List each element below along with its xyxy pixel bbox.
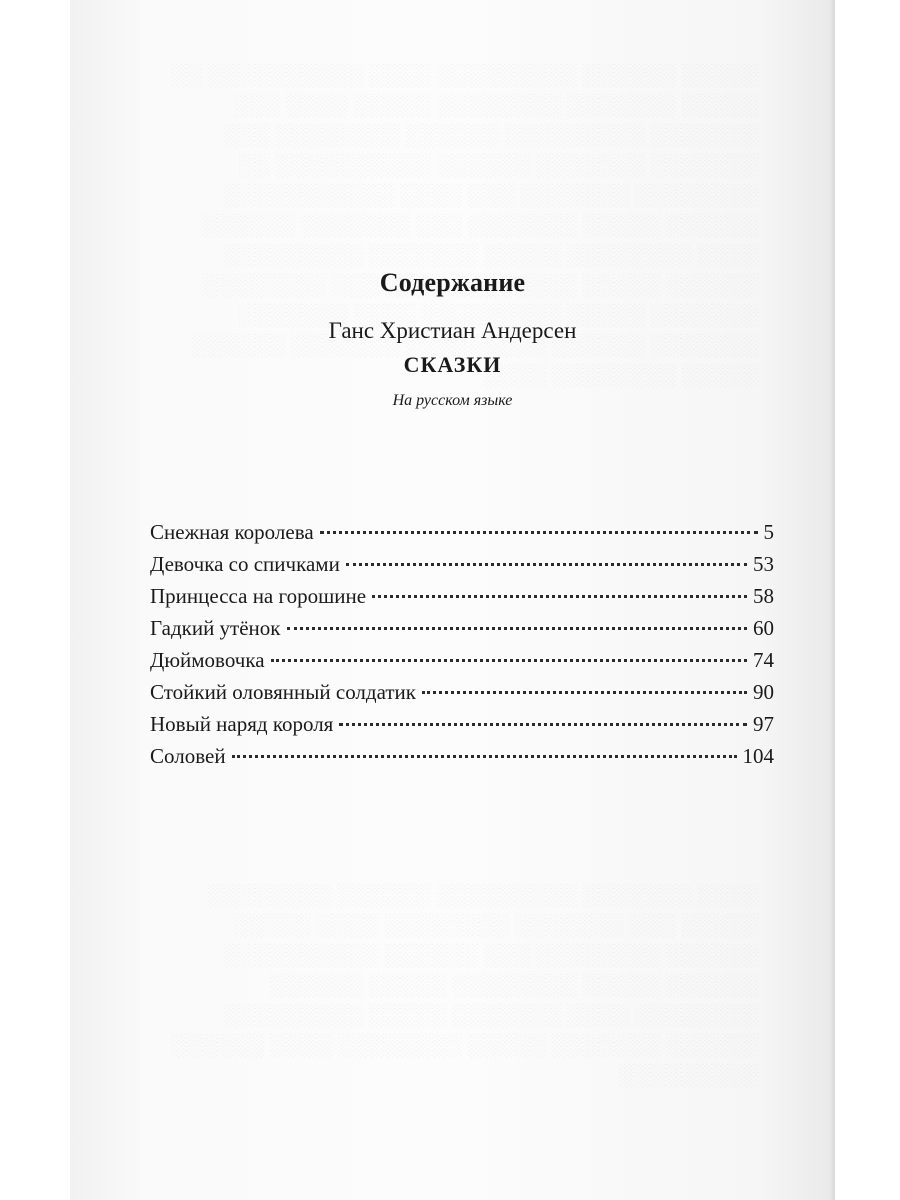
toc-entry <box>150 648 774 680</box>
contents-heading: Содержание <box>379 268 526 297</box>
toc-entry <box>150 552 774 584</box>
toc-entry-title: Гадкий утёнок <box>150 616 281 640</box>
toc-entry-page: 53 <box>753 552 774 576</box>
toc-entry-page: 58 <box>753 584 774 608</box>
toc-entry-page: 90 <box>753 680 774 704</box>
toc-entry <box>150 680 774 712</box>
toc-entry-page: 104 <box>742 744 774 768</box>
book-page <box>70 0 835 1200</box>
toc-leader-dots <box>372 595 747 598</box>
toc-entry <box>150 584 774 616</box>
toc-entry-title: Принцесса на горошине <box>150 584 367 608</box>
toc-leader-dots <box>287 627 748 630</box>
toc-entry-page: 97 <box>753 712 774 736</box>
toc-entry-title: Новый наряд короля <box>150 712 334 736</box>
toc-entry <box>150 520 774 552</box>
toc-entry-title: Дюймовочка <box>150 648 265 672</box>
toc-leader-dots <box>346 563 747 566</box>
toc-leader-dots <box>339 723 747 726</box>
author-name: Ганс Христиан Андерсен <box>328 318 577 343</box>
toc-entry-title: Снежная королева <box>150 520 314 544</box>
toc-entry-title: Стойкий оловянный солдатик <box>150 680 416 704</box>
toc-entry-title: Девочка со спичками <box>150 552 340 576</box>
toc-leader-dots <box>232 755 737 758</box>
toc-leader-dots <box>422 691 747 694</box>
book-title: СКАЗКИ <box>403 352 502 377</box>
toc-leader-dots <box>320 531 758 534</box>
toc-leader-dots <box>271 659 747 662</box>
toc-entry <box>150 616 774 648</box>
toc-entry-page: 74 <box>753 648 774 672</box>
table-of-contents <box>150 520 774 776</box>
show-through-text-lower <box>160 880 760 1090</box>
toc-entry-page: 5 <box>763 520 774 544</box>
language-note: На русском языке <box>392 392 513 409</box>
toc-entry <box>150 712 774 744</box>
toc-entry-title: Соловей <box>150 744 226 768</box>
toc-entry-page: 60 <box>753 616 774 640</box>
toc-entry <box>150 744 774 776</box>
